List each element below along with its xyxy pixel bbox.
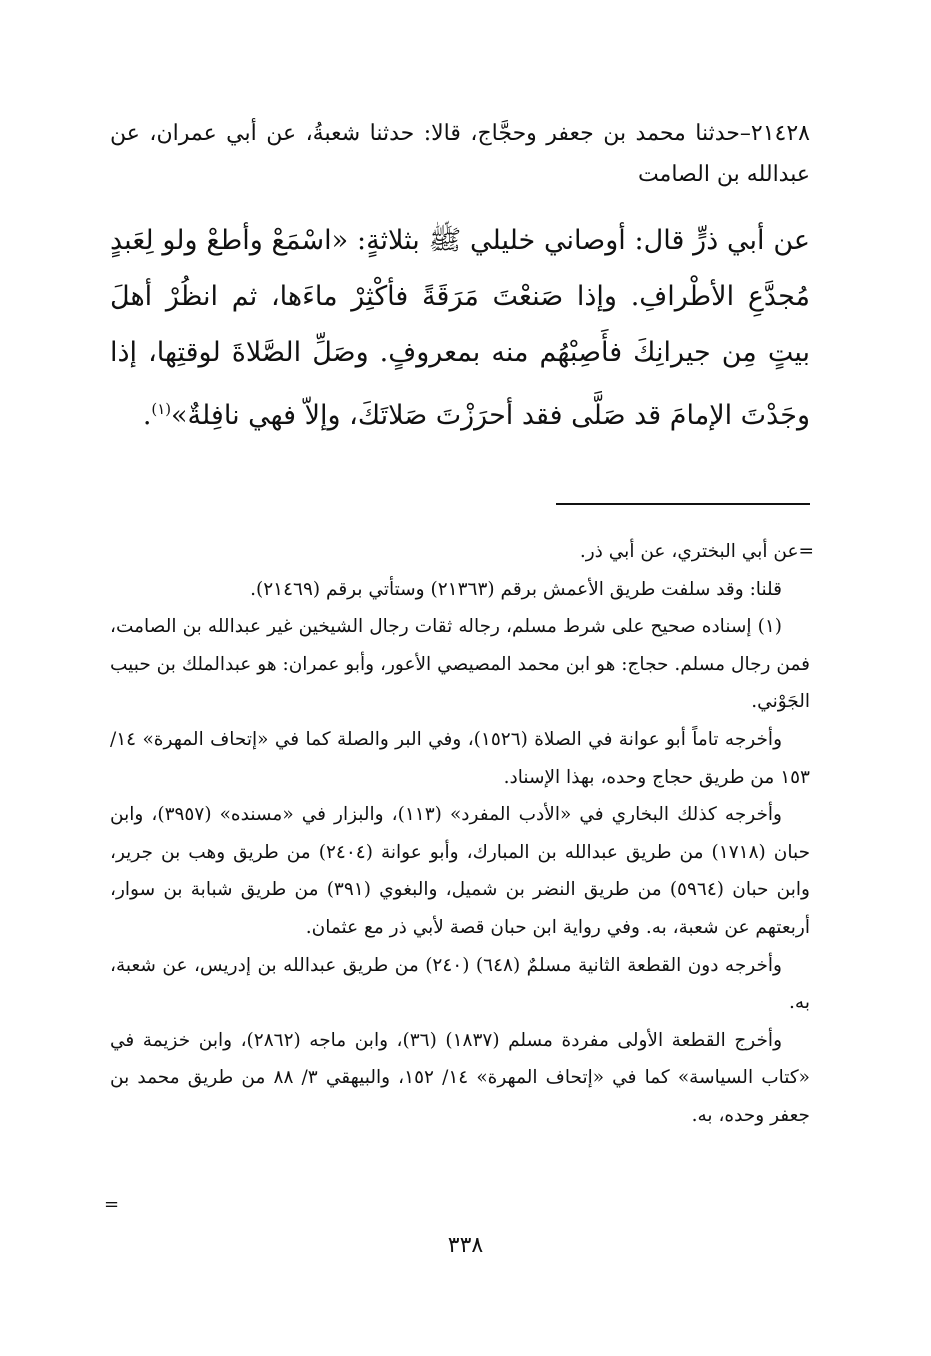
footnote-paragraph: وأخرج القطعة الأولى مفردة مسلم (١٨٣٧) (٣٦)، وابن ماجه (٢٨٦٢)، وابن خزيمة في «كتاب السياسة» كما في «إتحاف المهرة» ١٤/ ١٥٢، والبيهقي ٣/ ٨٨ من طريق محمد بن جعفر وحده، به.	[110, 1029, 810, 1126]
page-number: ٣٣٨	[447, 1233, 484, 1258]
matn-end: .	[142, 400, 152, 431]
footnote-reference[interactable]: (١)	[151, 400, 171, 418]
matn-text: عن أبي ذرٍّ قال: أوصاني خليلي ﷺ بثلاثةٍ: «اسْمَعْ وأطعْ ولو لِعَبدٍ مُجدَّعِ الأطْرافِ. وإذا صَنعْتَ مَرَقَةً فأكْثِرْ ماءَها، ثم انظُرْ أهلَ بيتٍ مِن جيرانِكَ فأَصِبْهُم منه بمعروفٍ. وصَلِّ الصَّلاةَ لوقتِها، إذا وجَدْتَ الإمامَ قد صَلَّى فقد أحرَزْتَ صَلاتَكَ، وإلاّ فهي نافِلةٌ»	[110, 225, 810, 431]
footnote-paragraph: وأخرجه تاماً أبو عوانة في الصلاة (١٥٢٦)، وفي البر والصلة كما في «إتحاف المهرة» ١٤/ ١٥٣ من طريق حجاج وحده، بهذا الإسناد.	[110, 728, 810, 788]
footnote-paragraph: قلنا: وقد سلفت طريق الأعمش برقم (٢١٣٦٣) وستأتي برقم (٢١٤٦٩).	[250, 578, 782, 600]
footnote-separator	[556, 503, 810, 505]
hadith-isnad: ٢١٤٢٨–حدثنا محمد بن جعفر وحجَّاج، قالا: حدثنا شعبةُ، عن أبي عمران، عن عبدالله بن الصامت	[110, 121, 810, 187]
footnotes	[110, 533, 814, 1135]
footnote-continuation: =عن أبي البختري، عن أبي ذر.	[579, 541, 814, 562]
footnote-paragraph: وأخرجه دون القطعة الثانية مسلمٌ (٦٤٨) (٢٤٠) من طريق عبدالله بن إدريس، عن شعبة، به.	[110, 954, 810, 1014]
hadith-matn	[110, 213, 810, 444]
footnote-paragraph: وأخرجه كذلك البخاري في «الأدب المفرد» (١١٣)، والبزار في «مسنده» (٣٩٥٧)، وابن حبان (١٧١٨) من طريق عبدالله بن المبارك، وأبو عوانة (٢٤٠٤) من طريق وهب بن جرير، وابن حبان (٥٩٦٤) من طريق النضر بن شميل، والبغوي (٣٩١) من طريق شبابة بن سوار، أربعتهم عن شعبة، به. وفي رواية ابن حبان قصة لأبي ذر مع عثمان.	[110, 804, 811, 938]
continuation-mark: =	[104, 1194, 120, 1215]
footnote-paragraph: (١) إسناده صحيح على شرط مسلم، رجاله ثقات رجال الشيخين غير عبدالله بن الصامت، فمن رجال مسلم. حجاج: هو ابن محمد المصيصي الأعور، وأبو عمران: هو عبدالملك بن حبيب الجَوْني.	[110, 616, 810, 713]
